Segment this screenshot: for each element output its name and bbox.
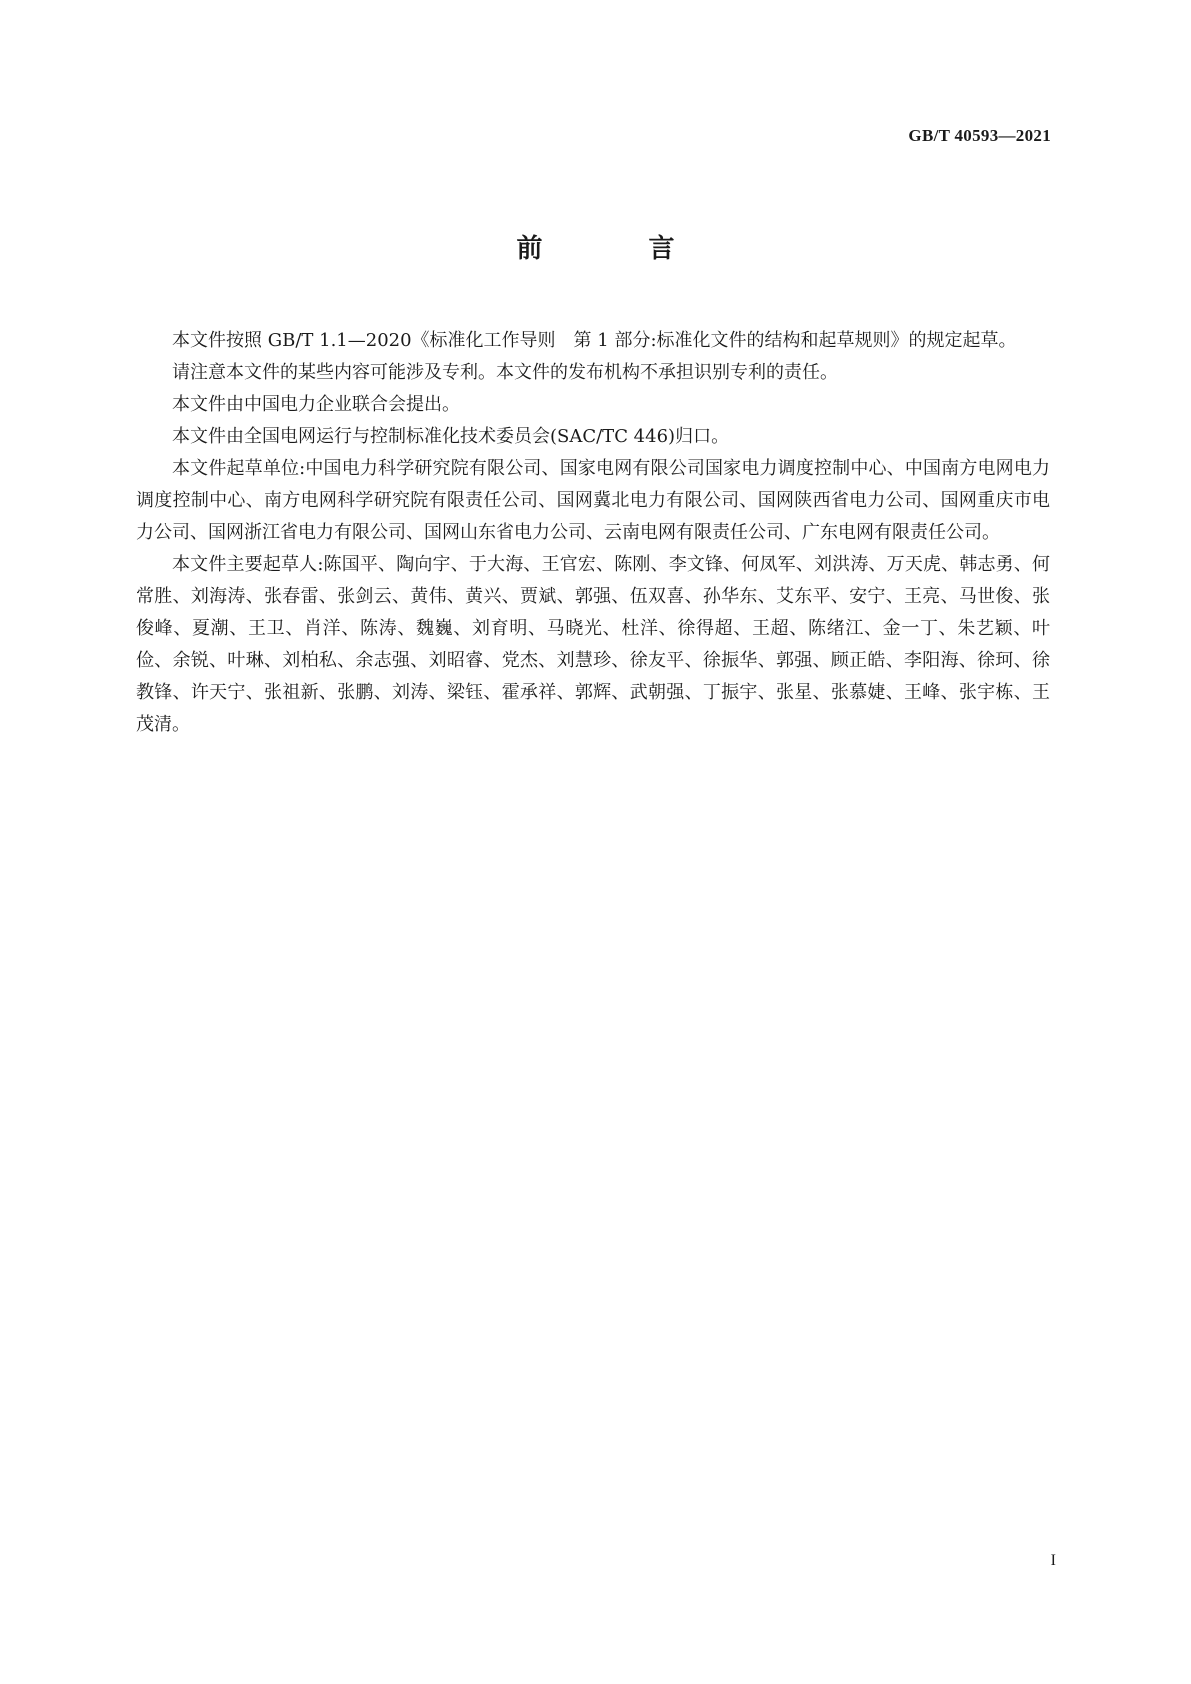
document-code: GB/T 40593—2021 <box>908 126 1051 145</box>
paragraph-proposer: 本文件由中国电力企业联合会提出。 <box>172 394 460 415</box>
paragraph-patent-notice: 请注意本文件的某些内容可能涉及专利。本文件的发布机构不承担识别专利的责任。 <box>172 362 838 383</box>
page-number: I <box>1050 1552 1056 1569</box>
paragraph-drafting-units: 本文件起草单位:中国电力科学研究院有限公司、国家电网有限公司国家电力调度控制中心、中国南方电网电力调度控制中心、南方电网科学研究院有限责任公司、国网冀北电力有限公司、国网陕西省电力公司、国网重庆市电力公司、国网浙江省电力有限公司、国网山东省电力公司、云南电网有限责任公司、广东电网有限责任公司。 <box>136 458 1050 543</box>
paragraph-drafters: 本文件主要起草人:陈国平、陶向宇、于大海、王官宏、陈刚、李文锋、何凤军、刘洪涛、万天虎、韩志勇、何常胜、刘海涛、张春雷、张剑云、黄伟、黄兴、贾斌、郭强、伍双喜、孙华东、艾东平、安宁、王亮、马世俊、张俊峰、夏潮、王卫、肖洋、陈涛、魏巍、刘育明、马晓光、杜洋、徐得超、王超、陈绪江、金一丁、朱艺颖、叶俭、余锐、叶琳、刘柏私、余志强、刘昭睿、党杰、刘慧珍、徐友平、徐振华、郭强、顾正皓、李阳海、徐珂、徐教锋、许天宁、张祖新、张鹏、刘涛、梁钰、霍承祥、郭辉、武朝强、丁振宇、张星、张慕婕、王峰、张宇栋、王茂清。 <box>136 554 1050 735</box>
paragraph-drafting-basis: 本文件按照 GB/T 1.1—2020《标准化工作导则 第 1 部分:标准化文件的结构和起草规则》的规定起草。 <box>172 330 1017 351</box>
page-title: 前 言 <box>516 234 715 264</box>
foreword-body <box>136 325 1050 741</box>
paragraph-technical-committee: 本文件由全国电网运行与控制标准化技术委员会(SAC/TC 446)归口。 <box>172 426 730 447</box>
